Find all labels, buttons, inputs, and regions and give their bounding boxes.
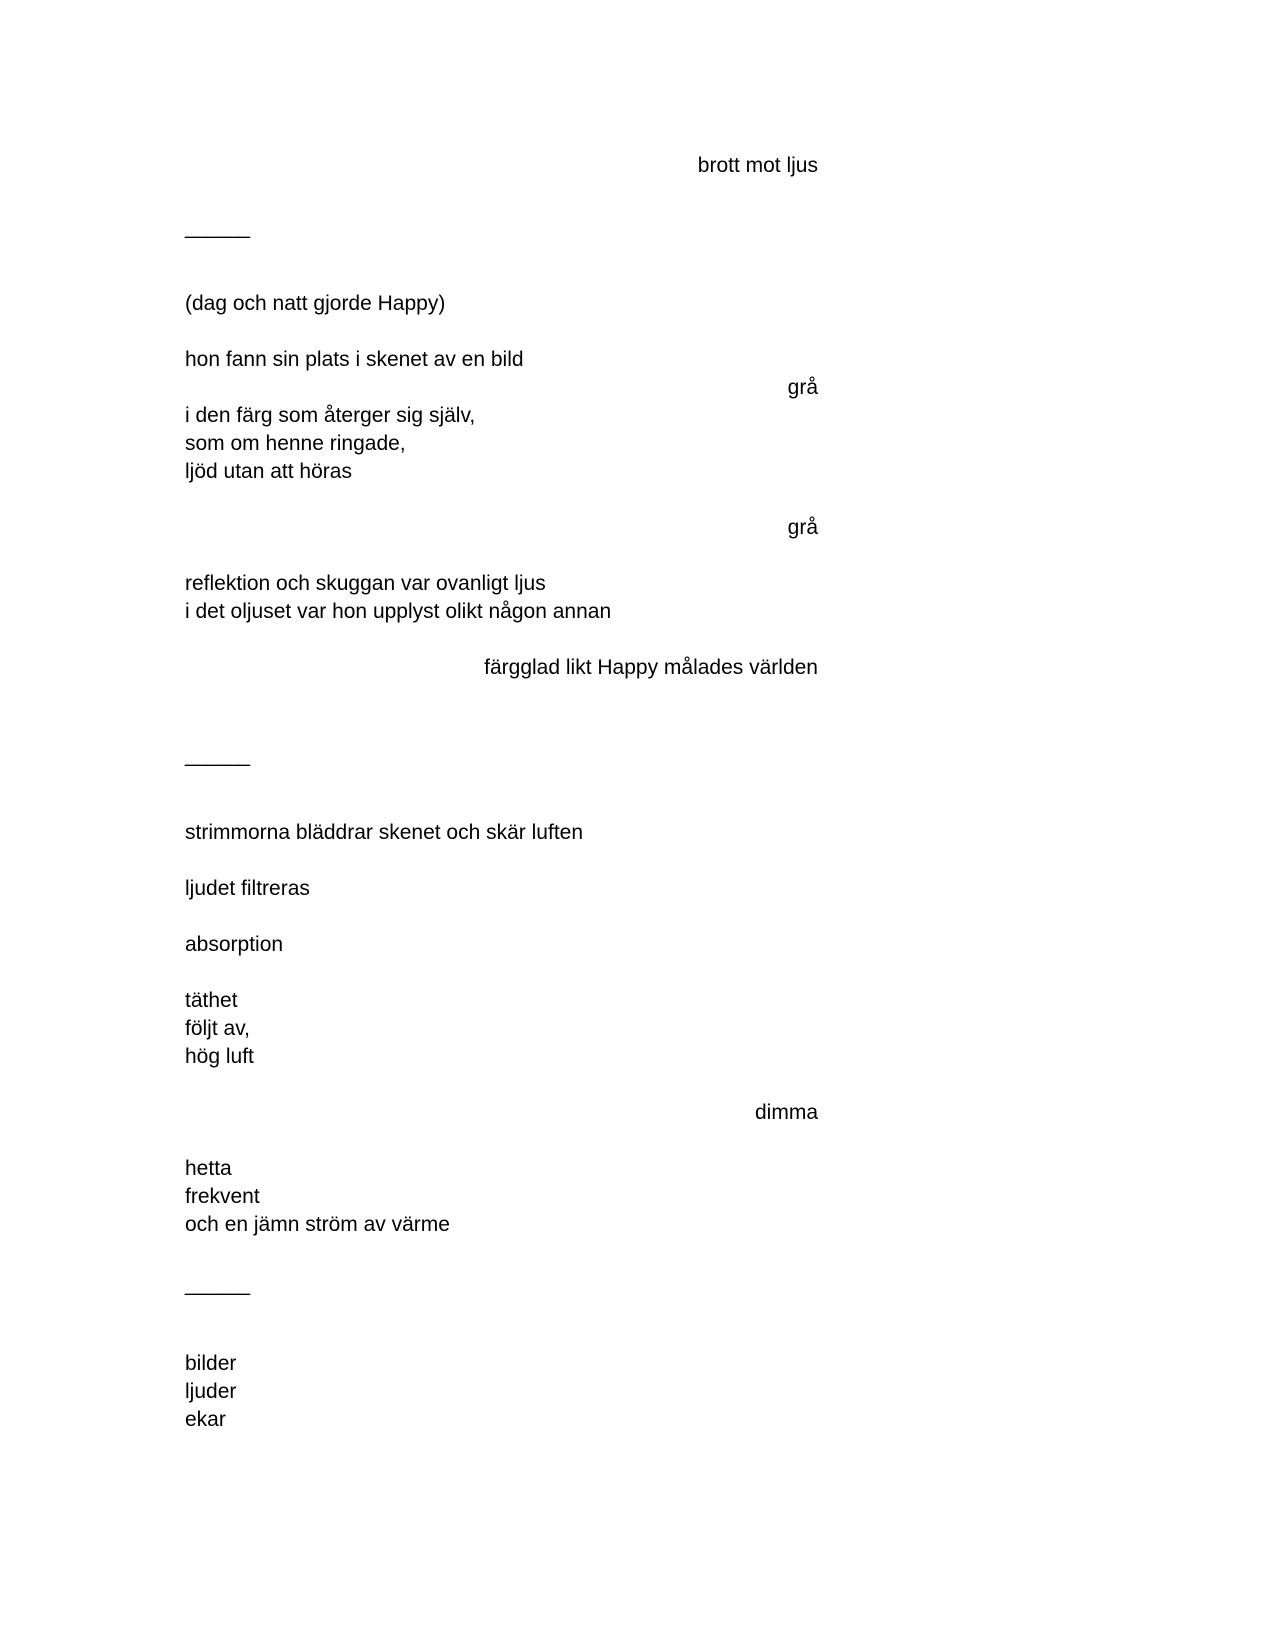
poem-line: hög luft [185, 1045, 254, 1068]
section-separator: ______ [185, 1273, 250, 1296]
poem-line: ljöd utan att höras [185, 460, 352, 483]
poem-line-right: grå [787, 516, 818, 539]
poem-title: brott mot ljus [697, 154, 818, 177]
poem-line-right: dimma [754, 1101, 818, 1124]
poem-line: i den färg som återger sig själv, [185, 404, 476, 427]
poem-line-right: färgglad likt Happy målades världen [484, 656, 818, 679]
poem-line: hon fann sin plats i skenet av en bild [185, 348, 524, 371]
poem-line: täthet [185, 989, 238, 1012]
poem-line: reflektion och skuggan var ovanligt ljus [185, 572, 546, 595]
poem-line: bilder [185, 1352, 237, 1375]
poem-line: ekar [185, 1408, 226, 1431]
poem-line: ljudet filtreras [185, 877, 310, 900]
section-separator: ______ [185, 744, 250, 767]
poem-line: hetta [185, 1157, 232, 1180]
poem-line: som om henne ringade, [185, 432, 406, 455]
poem-line: i det oljuset var hon upplyst olikt någon annan [185, 600, 612, 623]
poem-line: ljuder [185, 1380, 237, 1403]
section-separator: ______ [185, 216, 250, 239]
poem-line: absorption [185, 933, 284, 956]
poem-line: (dag och natt gjorde Happy) [185, 292, 446, 315]
poem-line: följt av, [185, 1017, 250, 1040]
poem-line: strimmorna bläddrar skenet och skär luften [185, 821, 584, 844]
poem-line: frekvent [185, 1185, 260, 1208]
poem-line-right: grå [787, 376, 818, 399]
poem-line: och en jämn ström av värme [185, 1213, 450, 1236]
